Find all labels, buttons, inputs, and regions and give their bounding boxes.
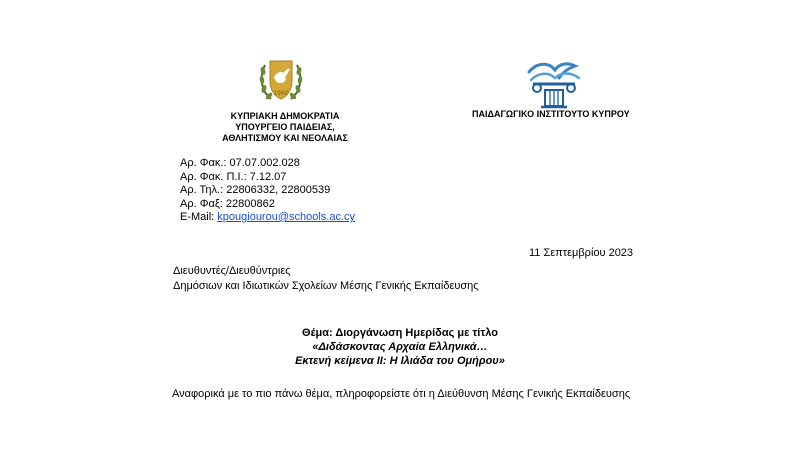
letter-date: 11 Σεπτεμβρίου 2023 <box>529 247 634 259</box>
recipient-line: Δημόσιων και Ιδιωτικών Σχολείων Μέσης Γενικής Εκπαίδευσης <box>173 280 479 292</box>
recipients <box>173 264 479 294</box>
cropped-text-line <box>178 403 636 410</box>
reference-block <box>180 157 355 225</box>
ministry-name-line: ΚΥΠΡΙΑΚΗ ΔΗΜΟΚΡΑΤΙΑ <box>230 111 340 121</box>
ministry-name <box>210 111 360 144</box>
phone-number: Αρ. Τηλ.: 22806332, 22800539 <box>180 184 331 196</box>
recipient-line: Διευθυντές/Διευθύντριες <box>173 265 291 277</box>
ministry-name-line: ΥΠΟΥΡΓΕΙΟ ΠΑΙΔΕΙΑΣ, <box>235 122 335 132</box>
subject-title-line: Εκτενή κείμενα ΙΙ: Η Ιλιάδα του Ομήρου» <box>295 355 505 367</box>
ministry-name-line: ΑΘΛΗΤΙΣΜΟΥ ΚΑΙ ΝΕΟΛΑΙΑΣ <box>222 133 348 143</box>
body-paragraph: Αναφορικά με το πιο πάνω θέμα, πληροφορείστε ότι η Διεύθυνση Μέσης Γενικής Εκπαίδευσης <box>172 388 631 400</box>
cyprus-coat-of-arms-icon <box>257 55 305 107</box>
fax-number: Αρ. Φαξ: 22800862 <box>180 197 275 210</box>
pi-file-number: Αρ. Φακ. Π.Ι.: 7.12.07 <box>180 170 287 183</box>
subject-title-line: «Διδάσκοντας Αρχαία Ελληνικά… <box>312 341 488 353</box>
email-label: E-Mail: <box>180 211 218 223</box>
subject-block <box>250 326 550 368</box>
file-number: Αρ. Φακ.: 07.07.002.028 <box>180 157 300 169</box>
email-row <box>180 211 355 225</box>
pedagogical-institute-logo-icon <box>523 58 585 110</box>
svg-text:1960: 1960 <box>273 90 289 97</box>
subject-heading: Θέμα: Διοργάνωση Ημερίδας με τίτλο <box>302 327 498 339</box>
email-link[interactable]: kpougiourou@schools.ac.cy <box>217 211 356 223</box>
institute-name: ΠΑΙΔΑΓΩΓΙΚΟ ΙΝΣΤΙΤΟΥΤΟ ΚΥΠΡΟΥ <box>472 109 630 119</box>
